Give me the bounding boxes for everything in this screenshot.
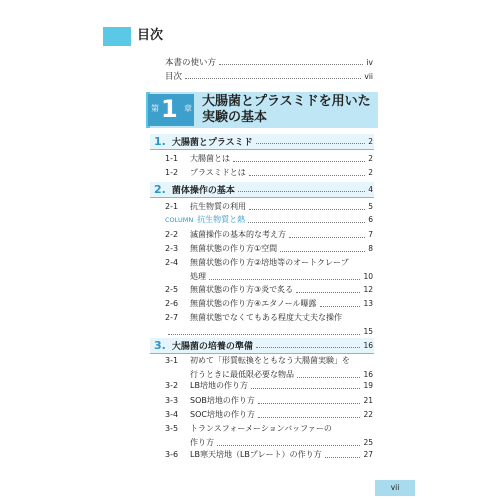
section-heading-2[interactable] [150, 182, 374, 198]
leader-dots [320, 306, 361, 307]
leader-dots [249, 175, 365, 176]
section-number: 1. [154, 135, 166, 148]
entry-title: トランスフォーメーションバッファーの [190, 424, 332, 433]
entry-title: 無菌状態でなくてもある程度大丈夫な操作 [190, 313, 342, 322]
column-label: COLUMN [165, 216, 194, 224]
toc-entry-3-1[interactable] [165, 354, 373, 382]
entry-page: 2 [368, 154, 373, 163]
leader-dots [289, 237, 365, 238]
entry-page: 10 [363, 272, 373, 281]
leader-dots [296, 292, 360, 293]
entry-page: 2 [368, 168, 373, 177]
front-matter-entry-how-to-use[interactable] [165, 55, 373, 69]
entry-page: 6 [368, 215, 373, 224]
entry-number: 2-3 [165, 244, 179, 253]
leader-dots [258, 417, 360, 418]
toc-entry-3-2[interactable] [165, 379, 373, 393]
entry-title: SOB培地の作り方 [190, 396, 255, 405]
entry-title: 抗生物質と熱 [197, 215, 246, 224]
entry-title-continued: 作り方 [190, 438, 214, 447]
entry-title: 滅菌操作の基本的な考え方 [190, 230, 286, 239]
toc-entry-3-3[interactable] [165, 394, 373, 408]
toc-entry-1-1[interactable] [165, 152, 373, 166]
toc-entry-3-5[interactable] [165, 422, 373, 450]
entry-page: 21 [363, 396, 373, 405]
leader-dots [185, 78, 361, 79]
toc-entry-2-4[interactable] [165, 256, 373, 284]
leader-dots [325, 457, 361, 458]
section-page: 4 [368, 185, 373, 194]
toc-entry-column[interactable] [165, 213, 373, 227]
leader-dots [280, 251, 365, 252]
entry-number: 2-2 [165, 230, 179, 239]
entry-page: 16 [363, 370, 373, 379]
entry-title: 無菌状態の作り方②培地等のオートクレーブ [190, 258, 349, 267]
leader-dots [217, 445, 360, 446]
entry-number: 2-5 [165, 285, 179, 294]
entry-page: 15 [363, 327, 373, 336]
leader-dots [233, 161, 365, 162]
section-heading-1[interactable] [150, 134, 374, 150]
chapter-number-tag [148, 94, 194, 126]
chapter-suffix: 章 [184, 104, 192, 113]
entry-page: 8 [368, 244, 373, 253]
toc-entry-2-6[interactable] [165, 297, 373, 311]
toc-entry-2-1[interactable] [165, 200, 373, 214]
entry-page: 19 [363, 381, 373, 390]
entry-title: SOC培地の作り方 [190, 410, 255, 419]
section-page: 16 [363, 341, 373, 350]
chapter-title [202, 94, 372, 126]
entry-title: 大腸菌とは [190, 154, 230, 163]
entry-title: LB培地の作り方 [190, 381, 248, 390]
section-title: 大腸菌とプラスミド [171, 138, 253, 148]
entry-page: 22 [363, 410, 373, 419]
entry-title: プラスミドとは [190, 168, 246, 177]
entry-title-continued: 行うときに最低限必要な物品 [190, 370, 294, 379]
leader-dots [249, 209, 365, 210]
entry-number: 3-4 [165, 410, 179, 419]
entry-number: 3-2 [165, 381, 179, 390]
toc-entry-3-4[interactable] [165, 408, 373, 422]
entry-page: vii [364, 71, 373, 81]
entry-title: 無菌状態の作り方①空間 [190, 244, 278, 253]
entry-title: 目次 [165, 72, 183, 82]
page-number-footer: vii [375, 480, 415, 496]
leader-dots [256, 143, 366, 144]
entry-page: 5 [368, 202, 373, 211]
entry-page: 25 [363, 438, 373, 447]
toc-entry-2-2[interactable] [165, 228, 373, 242]
leader-dots [168, 334, 360, 335]
toc-entry-2-3[interactable] [165, 242, 373, 256]
entry-title: 初めて「形質転換をともなう大腸菌実験」を [190, 356, 350, 365]
section-heading-3[interactable] [150, 338, 374, 354]
entry-number: 2-4 [165, 258, 179, 267]
leader-dots [238, 191, 365, 192]
section-title: 菌体操作の基本 [171, 186, 235, 196]
chapter-title-line: 大腸菌とプラスミドを用いた [202, 94, 371, 109]
entry-number: 3-6 [165, 450, 179, 459]
leader-dots [248, 222, 365, 223]
toc-entry-2-7[interactable] [165, 311, 373, 339]
leader-dots [219, 64, 363, 65]
entry-number: 3-5 [165, 424, 179, 433]
entry-title: LB寒天培地（LBプレート）の作り方 [190, 450, 322, 459]
chapter-title-line: 実験の基本 [202, 110, 268, 125]
chapter-prefix: 第 [151, 104, 159, 113]
entry-page: 7 [368, 230, 373, 239]
entry-title: 抗生物質の利用 [190, 202, 246, 211]
entry-title: 無菌状態の作り方③炎で炙る [190, 285, 294, 294]
entry-number: 1-2 [165, 168, 179, 177]
leader-dots [256, 347, 361, 348]
entry-title: 本書の使い方 [165, 58, 217, 68]
page-title: 目次 [137, 28, 164, 43]
toc-entry-2-5[interactable] [165, 283, 373, 297]
entry-number: 1-1 [165, 154, 179, 163]
front-matter-entry-contents[interactable] [165, 69, 373, 83]
leader-dots [209, 279, 360, 280]
section-number: 3. [154, 339, 166, 352]
leader-dots [251, 388, 361, 389]
entry-number: 2-1 [165, 202, 179, 211]
section-number: 2. [154, 183, 166, 196]
entry-number: 2-7 [165, 313, 179, 322]
title-accent-band [103, 27, 131, 46]
chapter-number: 1 [161, 95, 178, 123]
section-title: 大腸菌の培養の準備 [171, 342, 253, 352]
entry-title-continued: 処理 [190, 272, 206, 281]
toc-entry-3-6[interactable] [165, 448, 373, 462]
entry-page: 27 [363, 450, 373, 459]
entry-number: 2-6 [165, 299, 179, 308]
entry-number: 3-3 [165, 396, 179, 405]
entry-page: 13 [363, 299, 373, 308]
section-page: 2 [368, 137, 373, 146]
entry-number: 3-1 [165, 356, 179, 365]
entry-title: 無菌状態の作り方④エタノール曝露 [190, 299, 317, 308]
entry-page: 12 [363, 285, 373, 294]
entry-page: iv [366, 57, 373, 67]
leader-dots [258, 403, 361, 404]
toc-entry-1-2[interactable] [165, 166, 373, 180]
leader-dots [297, 377, 360, 378]
